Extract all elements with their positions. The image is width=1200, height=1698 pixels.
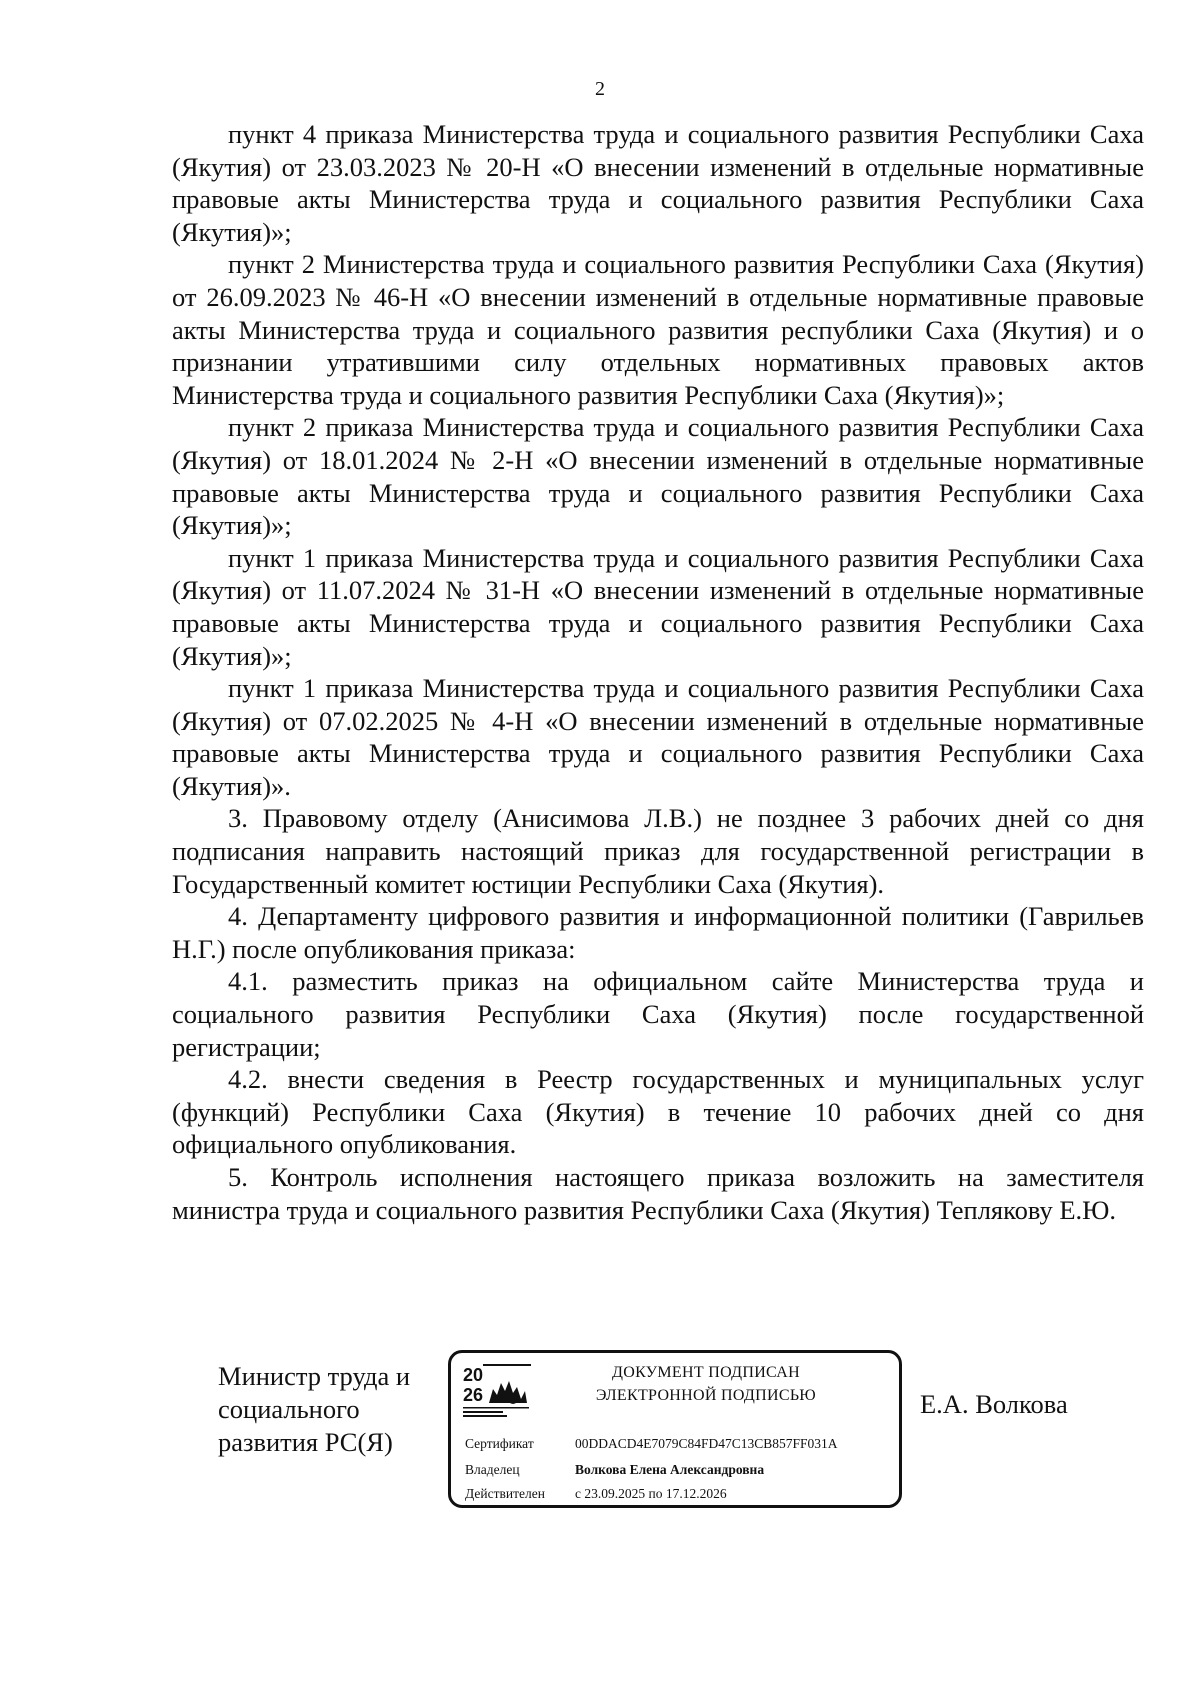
document-body: [172, 118, 1144, 1226]
signer-position-line-1: Министр труда и: [218, 1361, 411, 1391]
svg-text:26: 26: [463, 1385, 484, 1405]
stamp-validity-row: [465, 1485, 727, 1503]
signer-position-line-3: развития РС(Я): [218, 1427, 393, 1457]
signer-position-line-2: социального: [218, 1394, 360, 1424]
year-of-unity-logo-icon: [461, 1361, 539, 1431]
paragraph-clause-3: 3. Правовому отделу (Анисимова Л.В.) не позднее 3 рабочих дней со дня подписания направить настоящий приказ для государственной регистрации в Государственный комитет юстиции Республики Саха (Якутия).: [172, 803, 1144, 899]
paragraph-item-1: пункт 4 приказа Министерства труда и социального развития Республики Саха (Якутия) от 23.03.2023 № 20-Н «О внесении изменений в отдельные нормативные правовые акты Министерства труда и социального развития Республики Саха (Якутия)»;: [172, 119, 1144, 247]
paragraph-item-2: пункт 2 Министерства труда и социального развития Республики Саха (Якутия) от 26.09.2023 № 46-Н «О внесении изменений в отдельные нормативные правовые акты Министерства труда и социального развития республики Саха (Якутия) и о признании утратившими силу отдельных нормативных правовых актов Министерства труда и социального развития Республики Саха (Якутия)»;: [172, 249, 1144, 410]
paragraph-item-3: пункт 2 приказа Министерства труда и социального развития Республики Саха (Якутия) от 18.01.2024 № 2-Н «О внесении изменений в отдельные нормативные правовые акты Министерства труда и социального развития Республики Саха (Якутия)»;: [172, 412, 1144, 541]
stamp-validity-value: с 23.09.2025 по 17.12.2026: [575, 1486, 727, 1501]
signature-block: [0, 1350, 1200, 1520]
stamp-heading-line-2: ЭЛЕКТРОННОЙ ПОДПИСЬЮ: [595, 1387, 817, 1404]
paragraph-clause-4-1: 4.1. разместить приказ на официальном сайте Министерства труда и социального развития Республики Саха (Якутия) после государственной регистрации;: [172, 966, 1144, 1062]
stamp-validity-label: Действителен: [465, 1486, 545, 1501]
stamp-heading-line-1: ДОКУМЕНТ ПОДПИСАН: [612, 1364, 800, 1381]
stamp-certificate-value: 00DDACD4E7079C84FD47C13CB857FF031A: [575, 1436, 838, 1451]
stamp-certificate-row: [465, 1435, 838, 1453]
paragraph-clause-5: 5. Контроль исполнения настоящего приказа возложить на заместителя министра труда и социального развития Республики Саха (Якутия) Теплякову Е.Ю.: [172, 1162, 1144, 1225]
paragraph-clause-4: 4. Департаменту цифрового развития и информационной политики (Гаврильев Н.Г.) после опубликования приказа:: [172, 901, 1144, 964]
stamp-owner-label: Владелец: [465, 1462, 520, 1477]
stamp-owner-row: [465, 1461, 764, 1479]
page-number: 2: [595, 78, 605, 100]
paragraph-item-4: пункт 1 приказа Министерства труда и социального развития Республики Саха (Якутия) от 11.07.2024 № 31-Н «О внесении изменений в отдельные нормативные правовые акты Министерства труда и социального развития Республики Саха (Якутия)»;: [172, 542, 1144, 671]
stamp-owner-value: Волкова Елена Александровна: [575, 1462, 765, 1477]
electronic-signature-stamp: [448, 1350, 902, 1508]
stamp-certificate-label: Сертификат: [465, 1436, 534, 1451]
svg-text:20: 20: [463, 1365, 484, 1385]
paragraph-clause-4-2: 4.2. внести сведения в Реестр государственных и муниципальных услуг (функций) Республики Саха (Якутия) в течение 10 рабочих дней со дня официального опубликования.: [172, 1064, 1144, 1160]
paragraph-item-5: пункт 1 приказа Министерства труда и социального развития Республики Саха (Якутия) от 07.02.2025 № 4-Н «О внесении изменений в отдельные нормативные правовые акты Министерства труда и социального развития Республики Саха (Якутия)».: [172, 673, 1144, 801]
signer-name: Е.А. Волкова: [920, 1389, 1068, 1419]
signer-position: [218, 1360, 438, 1459]
stamp-heading: [551, 1361, 861, 1407]
